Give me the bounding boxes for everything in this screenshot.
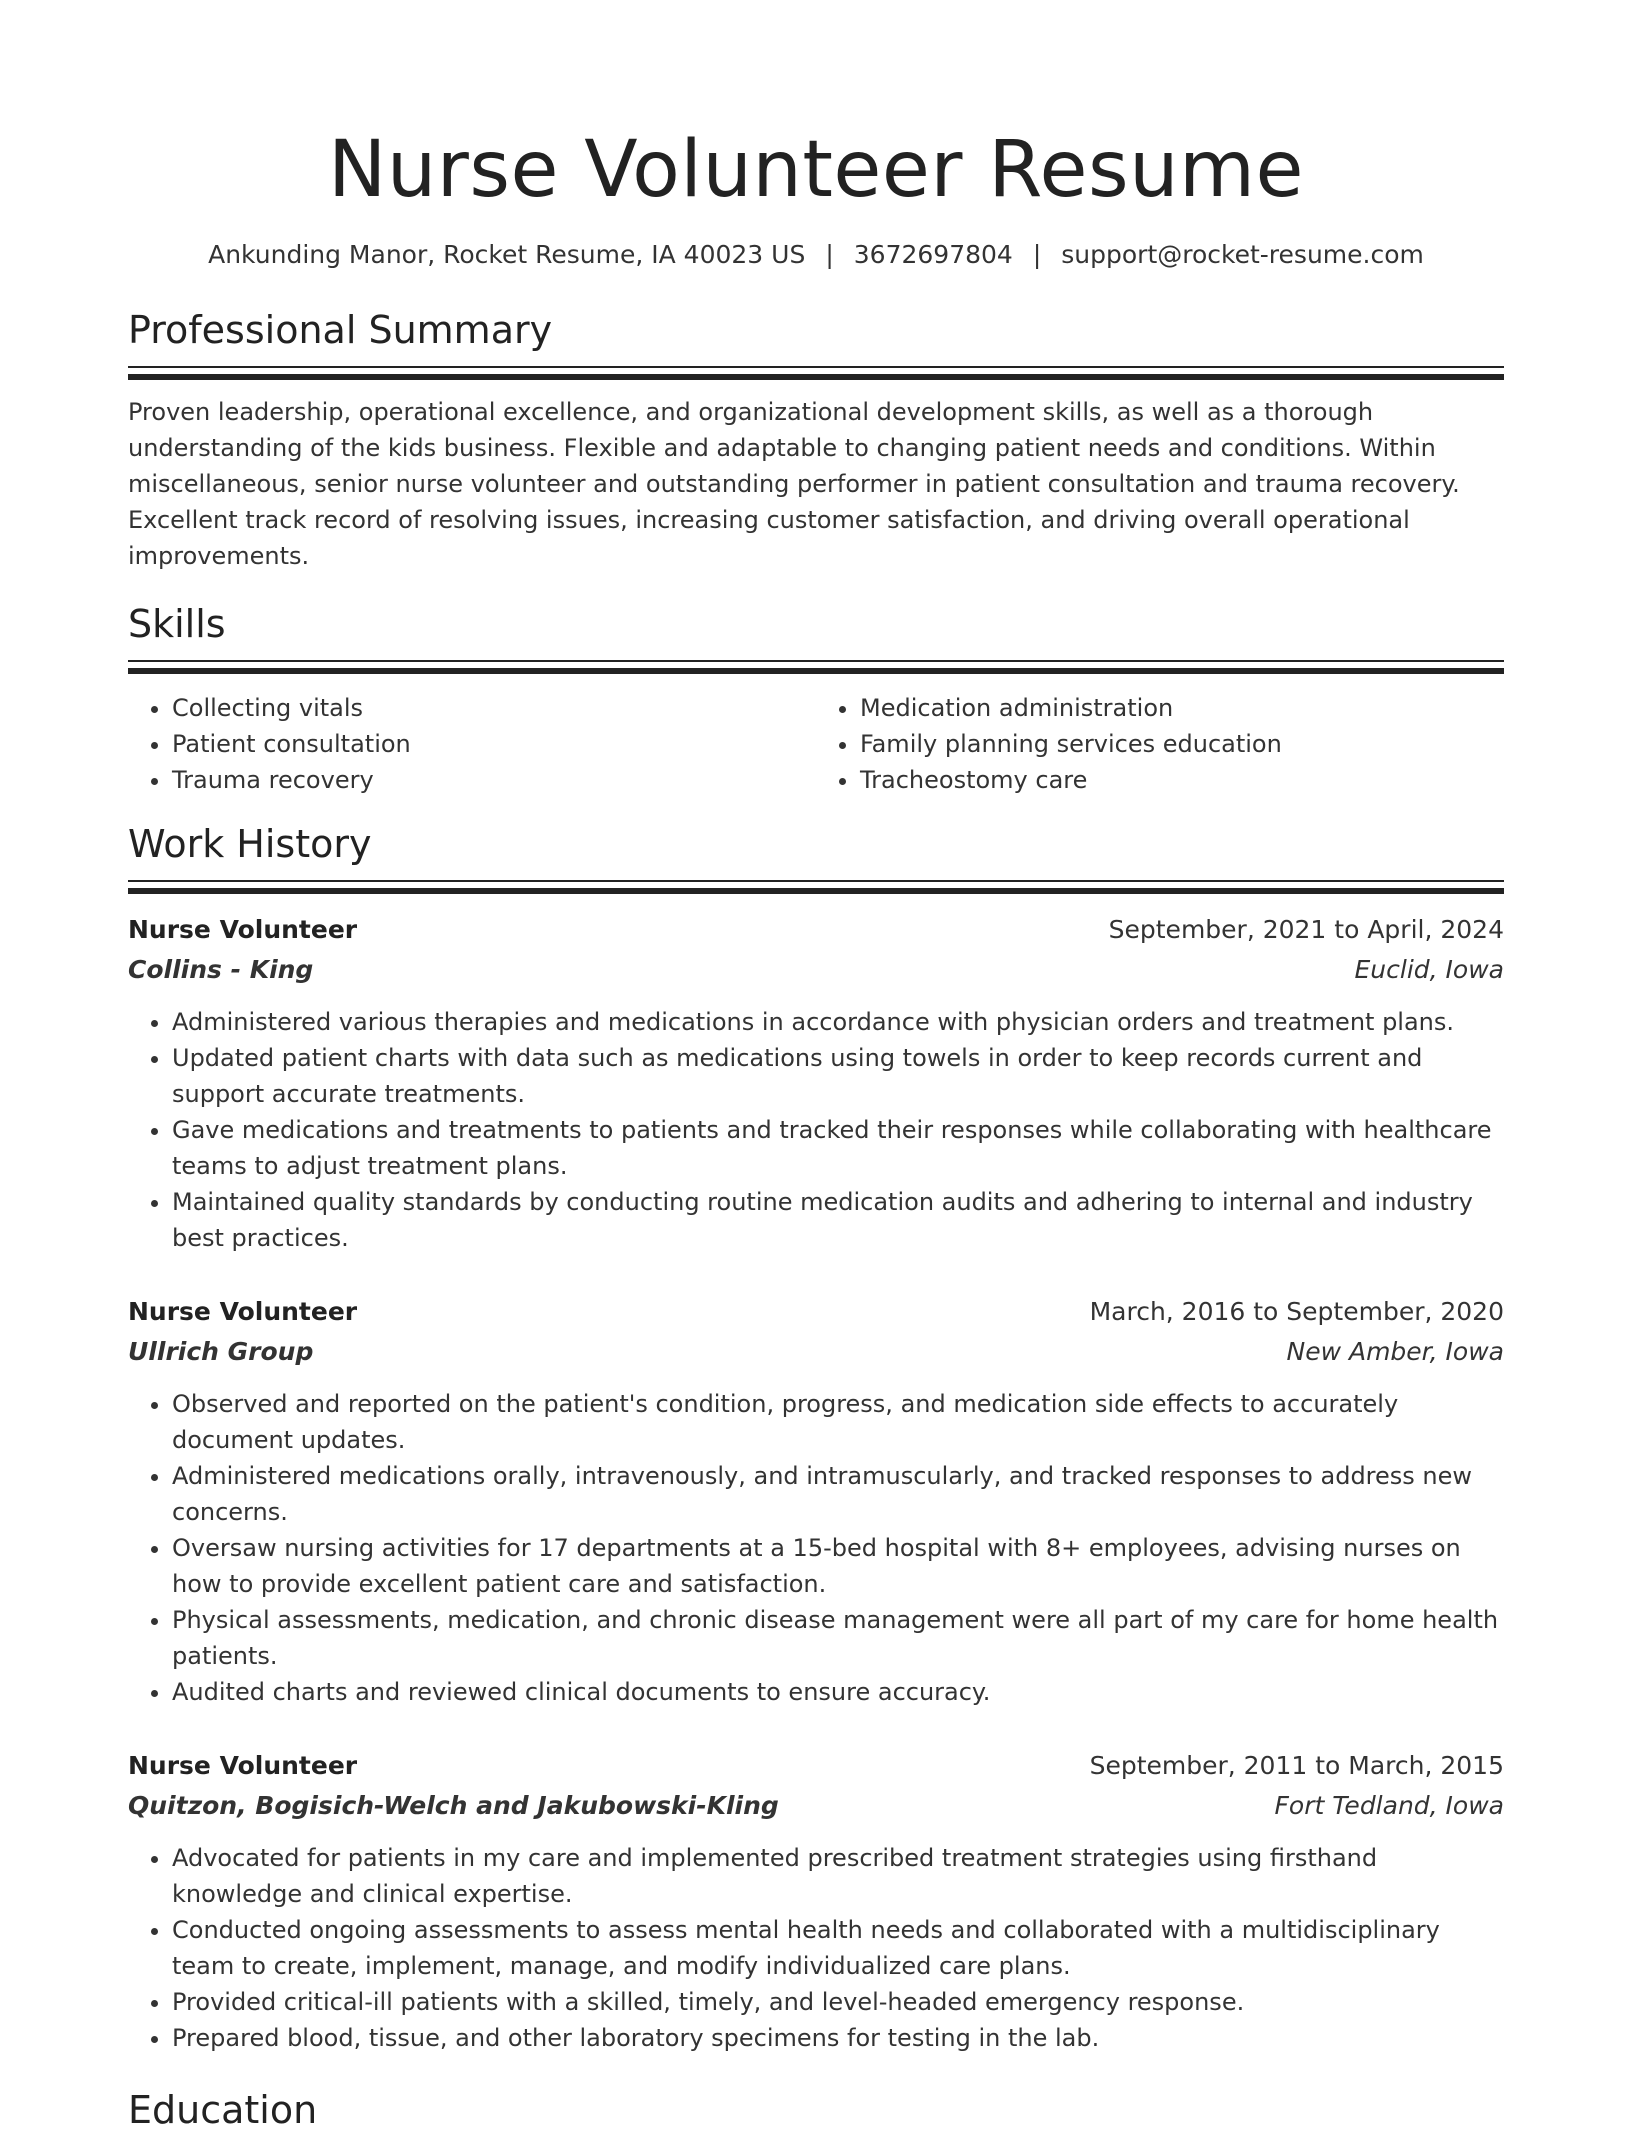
job-bullet: • Updated patient charts with data such as medications using towels in order to keep records current and support accurate treatments. bbox=[172, 1040, 1504, 1112]
job-bullet: • Physical assessments, medication, and chronic disease management were all part of my care for home health patients. bbox=[172, 1602, 1504, 1674]
contact-separator: | bbox=[825, 240, 834, 269]
section-heading-education: Education bbox=[128, 2088, 318, 2132]
summary-text: Proven leadership, operational excellence, and organizational development skills, as well as a thorough understanding of the kids business. Flexible and adaptable to changing patient needs and conditions. Within miscellaneous, senior nurse volunteer and outstanding performer in patient consultation and trauma recovery. Excellent track record of resolving issues, increasing customer satisfaction, and driving overall operational improvements. bbox=[128, 398, 1460, 570]
job-location: Euclid, Iowa bbox=[1354, 955, 1504, 984]
skills-list-right bbox=[816, 690, 1504, 798]
skill-item: • Collecting vitals bbox=[172, 690, 816, 726]
section-heading-work-history: Work History bbox=[128, 822, 372, 866]
education-section bbox=[128, 2086, 1504, 2134]
contact-separator: | bbox=[1032, 240, 1042, 269]
job-entry bbox=[128, 912, 1504, 1256]
job-header bbox=[128, 1294, 1504, 1330]
job-header bbox=[128, 912, 1504, 948]
section-heading-skills: Skills bbox=[128, 602, 226, 646]
job-bullet: • Conducted ongoing assessments to assess mental health needs and collaborated with a multidisciplinary team to create, implement, manage, and modify individualized care plans. bbox=[172, 1912, 1504, 1984]
section-heading-summary: Professional Summary bbox=[128, 308, 553, 352]
skill-item: • Trauma recovery bbox=[172, 762, 816, 798]
job-bullets bbox=[128, 1840, 1504, 2056]
job-dates: September, 2011 to March, 2015 bbox=[1089, 1751, 1504, 1780]
job-dates: September, 2021 to April, 2024 bbox=[1108, 915, 1504, 944]
job-company: Ullrich Group bbox=[128, 1337, 314, 1366]
job-subheader bbox=[128, 1788, 1504, 1824]
job-title: Nurse Volunteer bbox=[128, 915, 358, 944]
skill-item: • Medication administration bbox=[860, 690, 1504, 726]
job-bullets bbox=[128, 1004, 1504, 1256]
job-bullets bbox=[128, 1386, 1504, 1710]
job-bullet: • Gave medications and treatments to patients and tracked their responses while collaborating with healthcare teams to adjust treatment plans. bbox=[172, 1112, 1504, 1184]
job-header bbox=[128, 1748, 1504, 1784]
skill-item: • Patient consultation bbox=[172, 726, 816, 762]
job-subheader bbox=[128, 952, 1504, 988]
skill-item: • Tracheostomy care bbox=[860, 762, 1504, 798]
job-company: Quitzon, Bogisich-Welch and Jakubowski-Kling bbox=[128, 1791, 779, 1820]
skills-section bbox=[128, 600, 1504, 798]
skills-columns bbox=[128, 690, 1504, 798]
job-entry bbox=[128, 1294, 1504, 1710]
job-bullet: • Prepared blood, tissue, and other laboratory specimens for testing in the lab. bbox=[172, 2020, 1504, 2056]
job-dates: March, 2016 to September, 2020 bbox=[1089, 1297, 1504, 1326]
job-title: Nurse Volunteer bbox=[128, 1297, 358, 1326]
email: support@rocket-resume.com bbox=[1061, 240, 1424, 269]
section-divider bbox=[128, 660, 1504, 674]
phone: 3672697804 bbox=[853, 240, 1013, 269]
job-company: Collins - King bbox=[128, 955, 314, 984]
address: Ankunding Manor, Rocket Resume, IA 40023 US bbox=[208, 240, 806, 269]
job-location: Fort Tedland, Iowa bbox=[1274, 1791, 1504, 1820]
job-bullet: • Administered various therapies and medications in accordance with physician orders and treatment plans. bbox=[172, 1004, 1504, 1040]
skill-item: • Family planning services education bbox=[860, 726, 1504, 762]
skills-list-left bbox=[128, 690, 816, 798]
job-bullet: • Audited charts and reviewed clinical documents to ensure accuracy. bbox=[172, 1674, 1504, 1710]
job-subheader bbox=[128, 1334, 1504, 1370]
work-history-section bbox=[128, 820, 1504, 2056]
job-bullet: • Oversaw nursing activities for 17 departments at a 15-bed hospital with 8+ employees, advising nurses on how to provide excellent patient care and satisfaction. bbox=[172, 1530, 1504, 1602]
job-entry bbox=[128, 1748, 1504, 2056]
contact-line bbox=[128, 238, 1504, 272]
page-title: Nurse Volunteer Resume bbox=[328, 125, 1304, 215]
section-divider bbox=[128, 366, 1504, 380]
job-bullet: • Maintained quality standards by conducting routine medication audits and adhering to internal and industry best practices. bbox=[172, 1184, 1504, 1256]
job-location: New Amber, Iowa bbox=[1286, 1337, 1504, 1366]
job-bullet: • Provided critical-ill patients with a skilled, timely, and level-headed emergency response. bbox=[172, 1984, 1504, 2020]
job-bullet: • Observed and reported on the patient's condition, progress, and medication side effects to accurately document updates. bbox=[172, 1386, 1504, 1458]
section-divider bbox=[128, 880, 1504, 894]
job-bullet: • Advocated for patients in my care and implemented prescribed treatment strategies using firsthand knowledge and clinical expertise. bbox=[172, 1840, 1504, 1912]
job-title: Nurse Volunteer bbox=[128, 1751, 358, 1780]
professional-summary-section bbox=[128, 306, 1504, 574]
job-bullet: • Administered medications orally, intravenously, and intramuscularly, and tracked responses to address new concerns. bbox=[172, 1458, 1504, 1530]
